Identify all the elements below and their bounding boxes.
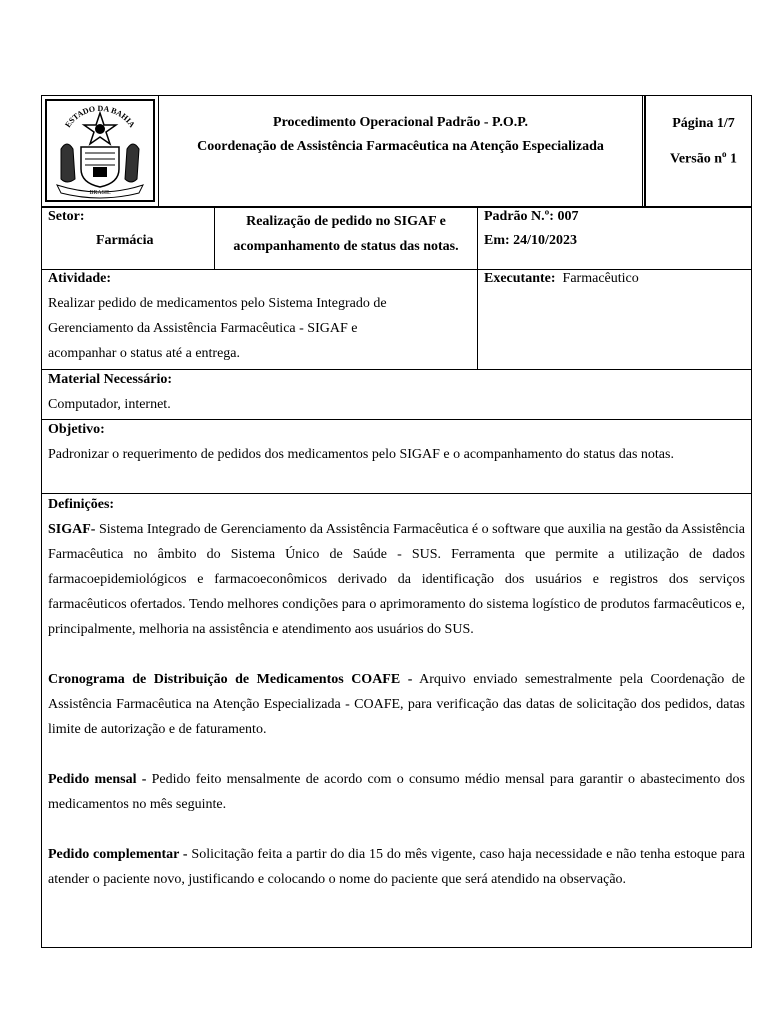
setor-label: Setor: xyxy=(48,209,85,224)
material-label: Material Necessário: xyxy=(48,372,172,387)
setor-value: Farmácia xyxy=(96,233,154,248)
coat-of-arms-icon xyxy=(47,101,153,200)
logo-text-bottom: BRASIL xyxy=(89,190,111,196)
logo-text-top: ESTADO DA BAHIA xyxy=(63,103,137,130)
issue-date: Em: 24/10/2023 xyxy=(484,233,577,248)
definition-pedido-complementar: Pedido complementar - Solicitação feita a partir do dia 15 do mês vigente, caso haja necessidade e não tenha estoque para atender o paciente novo, justificando e colocando o nome do paciente que será atendido na observação. xyxy=(48,847,745,887)
activity-line2: Gerenciamento da Assistência Farmacêutica - SIGAF e xyxy=(48,321,358,336)
document-title: Procedimento Operacional Padrão - P.O.P. xyxy=(273,115,528,130)
activity-label: Atividade: xyxy=(48,271,111,286)
procedure-name-line1: Realização de pedido no SIGAF e xyxy=(246,214,446,229)
procedure-name-line2: acompanhamento de status das notas. xyxy=(233,239,459,254)
objective-label: Objetivo: xyxy=(48,422,105,437)
document-header xyxy=(42,96,751,208)
version-number: Versão $n^o$ 1 xyxy=(670,149,737,167)
executante: Executante: Farmacêutico xyxy=(484,271,639,286)
definitions-label: Definições: xyxy=(48,497,115,512)
definition-pedido-mensal: Pedido mensal - Pedido feito mensalmente de acordo com o consumo médio mensal para garantir o abastecimento dos medicamentos no mês seguinte. xyxy=(48,772,745,812)
activity-line1: Realizar pedido de medicamentos pelo Sistema Integrado de xyxy=(48,296,387,311)
definition-cronograma: Cronograma de Distribuição de Medicamentos COAFE - Arquivo enviado semestralmente pela Coordenação de Assistência Farmacêutica na Atenção Especializada - COAFE, para verificação das datas de solicitação dos pedidos, datas limite de autorização e de faturamento. xyxy=(48,672,746,737)
definition-sigaf: SIGAF- Sistema Integrado de Gerenciamento da Assistência Farmacêutica é o software que auxilia na gestão da Assistência Farmacêutica no âmbito do Sistema Único de Saúde - SUS. Ferramenta que permite a utilização de dados farmacoepidemiológicos e farmacoeconômicos derivado da identificação dos usuários e registros dos serviços farmacêuticos ofertados. Tendo melhores condições para o aprimoramento do sistema logístico de produtos farmacêuticos e, principalmente, melhoria na assistência e atendimento aos usuários do SUS. xyxy=(48,522,745,637)
page-number: Página 1/7 xyxy=(672,116,735,131)
pop-document xyxy=(41,95,752,948)
bahia-coat-of-arms-logo xyxy=(45,99,155,202)
material-value: Computador, internet. xyxy=(48,397,171,412)
standard-number: Padrão N.º: 007 xyxy=(484,209,579,224)
document-subtitle: Coordenação de Assistência Farmacêutica na Atenção Especializada xyxy=(197,139,604,154)
objective-value: Padronizar o requerimento de pedidos dos medicamentos pelo SIGAF e o acompanhamento do status das notas. xyxy=(48,447,674,462)
activity-line3: acompanhar o status até a entrega. xyxy=(48,346,241,361)
